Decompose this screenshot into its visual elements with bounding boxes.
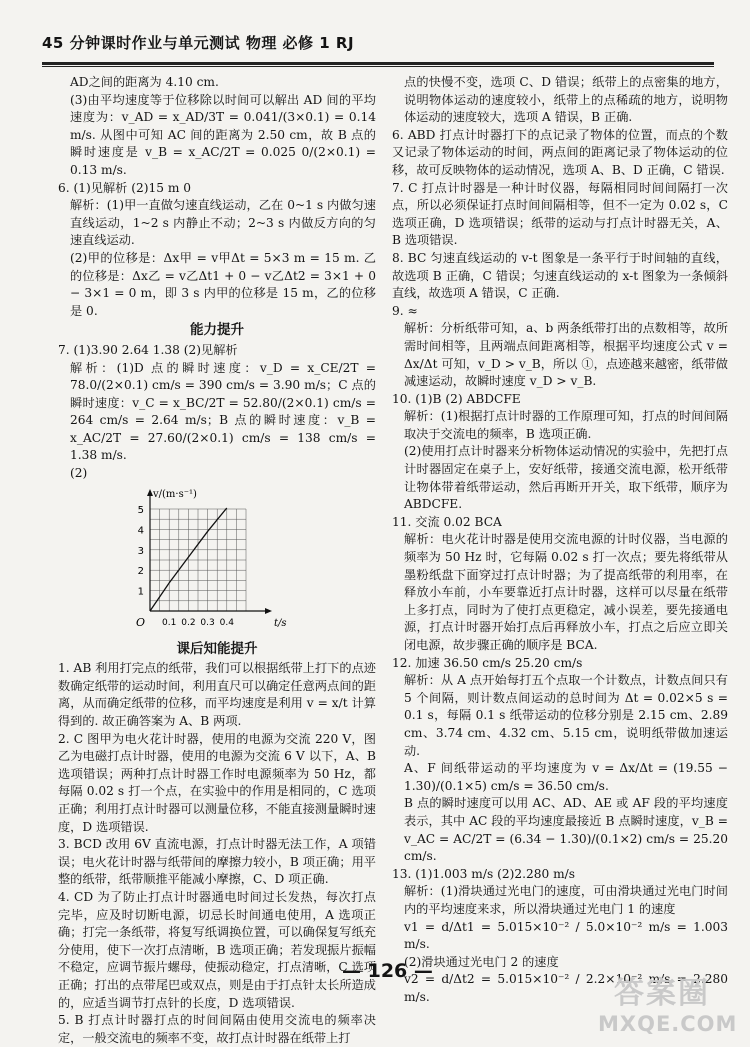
answer-paragraph: 7. C 打点计时器是一种计时仪器，每隔相同时间间隔打一次点，所以必须保证打点时间间隔相等，但不一定为 0.02 s，C 选项正确，D 选项错误；纸带的运动与打点计时器无关，A、B 选项错误. bbox=[392, 180, 728, 248]
section-heading: 能力提升 bbox=[190, 322, 244, 339]
x-tick-label: 0.4 bbox=[219, 617, 234, 628]
answer-paragraph: 2. C 图甲为电火花计时器，使用的电源为交流 220 V，图乙为电磁打点计时器，使用的电源为交流 6 V 以下，A、B 选项错误；两种打点计时器工作时电源频率为 50 Hz，都每隔 0.02 s 打一个点，在实验中的作用是相同的，C 选项正确；利用打点计时器可以测量位移，不能直接测量瞬时速度，D 选项错误. bbox=[58, 731, 376, 834]
y-axis-label: v/(m·s⁻¹) bbox=[153, 488, 197, 500]
answer-paragraph: AD之间的距离为 4.10 cm. bbox=[70, 75, 219, 89]
header-rule bbox=[42, 62, 714, 65]
y-tick-label: 3 bbox=[137, 545, 144, 557]
answer-paragraph: (2)滑块通过光电门 2 的速度 bbox=[404, 954, 559, 969]
y-tick-label: 4 bbox=[137, 525, 144, 537]
header-rule-thin bbox=[42, 66, 714, 67]
x-tick-label: 0.2 bbox=[181, 617, 196, 628]
answer-paragraph: 解析：(1)根据打点计时器的工作原理可知，打点的时间间隔取决于交流电的频率，B 选项正确. bbox=[404, 409, 728, 441]
origin-label: O bbox=[136, 615, 146, 629]
answer-paragraph: 12. 加速 36.50 cm/s 25.20 cm/s bbox=[392, 655, 583, 670]
watermark-url: MXQE.COM bbox=[598, 1012, 738, 1036]
y-tick-label: 1 bbox=[137, 586, 144, 598]
section-heading: 课后知能提升 bbox=[176, 640, 258, 657]
x-axis-arrow bbox=[265, 608, 272, 614]
answer-paragraph: 解析：(1)滑块通过光电门的速度，可由滑块通过光电门时间内的平均速度来求，所以滑块通过光电门 1 的速度 bbox=[404, 884, 728, 916]
answer-paragraph: 4. CD 为了防止打点计时器通电时间过长发热，每次打点完毕，应及时切断电源，切忌长时间通电使用，A 选项正确；打完一条纸带，将复写纸调换位置，可以确保复写纸充分使用，使下一次打点清晰，B 选项正确；若发现振片振幅不稳定，应调节振片螺母，使振动稳定，打点清晰，C 选项正确；打出的点带尾巴或双点，则是由于打点针太长所造成的，应适当调节打点针的长度，D 选项错误. bbox=[58, 889, 376, 1010]
answer-paragraph: 解析：(1)D 点的瞬时速度：v_D = x_CE/2T = 78.0/(2×0.1) cm/s = 390 cm/s = 3.90 m/s；C 点的瞬时速度：v_C = x_BC/2T = 52.80/(2×0.1) cm/s = 264 cm/s = 2.64 m/s；B 点的瞬时速度：v_B = x_AC/2T = 27.60/(2×0.1) cm/s = 138 cm/s = 1.38 m/s. bbox=[70, 360, 376, 463]
y-tick-label: 2 bbox=[137, 565, 144, 577]
answer-paragraph: 8. BC 匀速直线运动的 v-t 图象是一条平行于时间轴的直线，故选项 B 正确，C 错误；匀速直线运动的 x-t 图象为一条倾斜直线，故选项 A 错误，C 正确. bbox=[392, 250, 728, 301]
answer-paragraph: v2 = d/Δt2 = 5.015×10⁻² / 2.2×10⁻² m/s = 2.280 m/s. bbox=[404, 972, 728, 1004]
answer-paragraph: 5. B 打点计时器打点的时间间隔由使用交流电的频率决定，一般交流电的频率不变，故打点计时器在纸带上打 bbox=[58, 1013, 376, 1045]
answer-paragraph: (2)甲的位移是：Δx甲 = v甲Δt = 5×3 m = 15 m. 乙的位移是：Δx乙 = v乙Δt1 + 0 − v乙Δt2 = 3×1 + 0 − 3×1 = 0 m，即 3 s 内甲的位移是 15 m，乙的位移是 0. bbox=[70, 250, 376, 318]
answer-paragraph: B 点的瞬时速度可以用 AC、AD、AE 或 AF 段的平均速度表示，其中 AC 段的平均速度最接近 B 点瞬时速度，v_B = v_AC = AC/2T = (6.34 − 1.30)/(0.1×2) cm/s = 25.20 cm/s. bbox=[404, 796, 728, 864]
answer-paragraph: 解析：电火花计时器是使用交流电源的计时仪器，当电源的频率为 50 Hz 时，它每隔 0.02 s 打一次点；要先将纸带从墨粉纸盘下面穿过打点计时器；为了提高纸带的利用率，在释放小车前，小车要靠近打点计时器，这样可以尽量在纸带上多打点，同时为了使打点更稳定，减小误差，要先接通电源，打点计时器开始打点后再释放小车，打点之后应立即关闭电源，故步骤正确的顺序是 BCA. bbox=[404, 532, 728, 652]
answer-paragraph: 3. BCD 改用 6V 直流电源，打点计时器无法工作，A 项错误；电火花计时器与纸带间的摩擦力较小，B 项正确；用平整的纸带，纸带顺推平能减小摩擦，C、D 项正确. bbox=[58, 837, 376, 887]
answer-paragraph: 7. (1)3.90 2.64 1.38 (2)见解析 bbox=[58, 342, 238, 357]
answer-paragraph: 解析：分析纸带可知，a、b 两条纸带打出的点数相等，故所需时间相等，且两端点间距离相等，根据平均速度公式 v = Δx/Δt 可知，v_D > v_B，所以 ①，点迹越来越密，纸带做减速运动，故瞬时速度 v_D > v_B. bbox=[404, 321, 728, 389]
answer-paragraph: A、F 间纸带运动的平均速度为 v = Δx/Δt = (19.55 − 1.30)/(0.1×5) cm/s = 36.50 cm/s. bbox=[404, 761, 728, 793]
y-tick-label: 5 bbox=[137, 504, 144, 516]
x-axis-label: t/s bbox=[274, 617, 287, 629]
x-tick-label: 0.1 bbox=[162, 617, 177, 628]
x-tick-label: 0.3 bbox=[200, 617, 215, 628]
right-column bbox=[392, 74, 728, 1006]
watermark-logo: 答案圈 bbox=[614, 976, 710, 1011]
answer-paragraph: 1. AB 利用打完点的纸带，我们可以根据纸带上打下的点迹数确定纸带的运动时间，利用直尺可以确定任意两点间的距离，从而确定纸带的位移，而平均速度是利用 v = x/t 计算得到的. 故正确答案为 A、B 两项. bbox=[58, 661, 376, 729]
answer-paragraph: 6. ABD 打点计时器打下的点记录了物体的位置，而点的个数又记录了物体运动的时间，两点间的距离记录了物体运动的位移，故可反映物体的运动情况，选项 A、B、D 正确，C 错误. bbox=[392, 127, 728, 177]
answer-paragraph: v1 = d/Δt1 = 5.015×10⁻² / 5.0×10⁻² m/s = 1.003 m/s. bbox=[404, 919, 728, 952]
answer-paragraph: 13. (1)1.003 m/s (2)2.280 m/s bbox=[392, 866, 576, 881]
answer-paragraph: 点的快慢不变，选项 C、D 错误；纸带上的点密集的地方，说明物体运动的速度较小，纸带上的点稀疏的地方，说明物体运动的速度较大，选项 A 错误，B 正确. bbox=[404, 75, 728, 125]
answer-paragraph: (2)使用打点计时器来分析物体运动情况的实验中，先把打点计时器固定在桌子上，安好纸带，接通交流电源，松开纸带让物体带着纸带运动，然后再断开开关，取下纸带，顺序为 ABDCFE. bbox=[404, 444, 728, 512]
answer-paragraph: 解析：从 A 点开始每打五个点取一个计数点，计数点间只有 5 个间隔，则计数点间运动的总时间为 Δt = 0.02×5 s = 0.1 s，每隔 0.1 s 纸带运动的位移分别是 2.15 cm、2.89 cm、3.74 cm、4.32 cm、5.15 cm，说明纸带做加速运动. bbox=[404, 673, 728, 758]
left-column bbox=[58, 74, 376, 1047]
page-number: — 126 — bbox=[342, 960, 433, 982]
answer-paragraph: (3)由平均速度等于位移除以时间可以解出 AD 间的平均速度为：v_AD = x_AD/3T = 0.041/(3×0.1) = 0.14 m/s. 从图中可知 AC 间的距离为 2.50 cm，故 B 点的瞬时速度是 v_B = x_AC/2T = 0.025 0/(2×0.1) = 0.13 m/s. bbox=[70, 92, 376, 177]
answer-paragraph: 9. ≈ bbox=[392, 303, 418, 318]
answer-paragraph: 10. (1)B (2) ABDCFE bbox=[392, 391, 521, 406]
answer-paragraph: 11. 交流 0.02 BCA bbox=[392, 514, 502, 529]
vt-chart-svg bbox=[124, 485, 294, 635]
answer-paragraph: 解析：(1)甲一直做匀速直线运动，乙在 0~1 s 内做匀速直线运动，1~2 s 内静止不动；2~3 s 内做反方向的匀速直线运动. bbox=[70, 198, 376, 248]
answer-paragraph: (2) bbox=[70, 466, 88, 481]
vt-graph bbox=[124, 485, 294, 635]
running-header: 45 分钟课时作业与单元测试 物理 必修 1 RJ bbox=[42, 34, 355, 52]
answer-paragraph: 6. (1)见解析 (2)15 m 0 bbox=[58, 180, 192, 195]
